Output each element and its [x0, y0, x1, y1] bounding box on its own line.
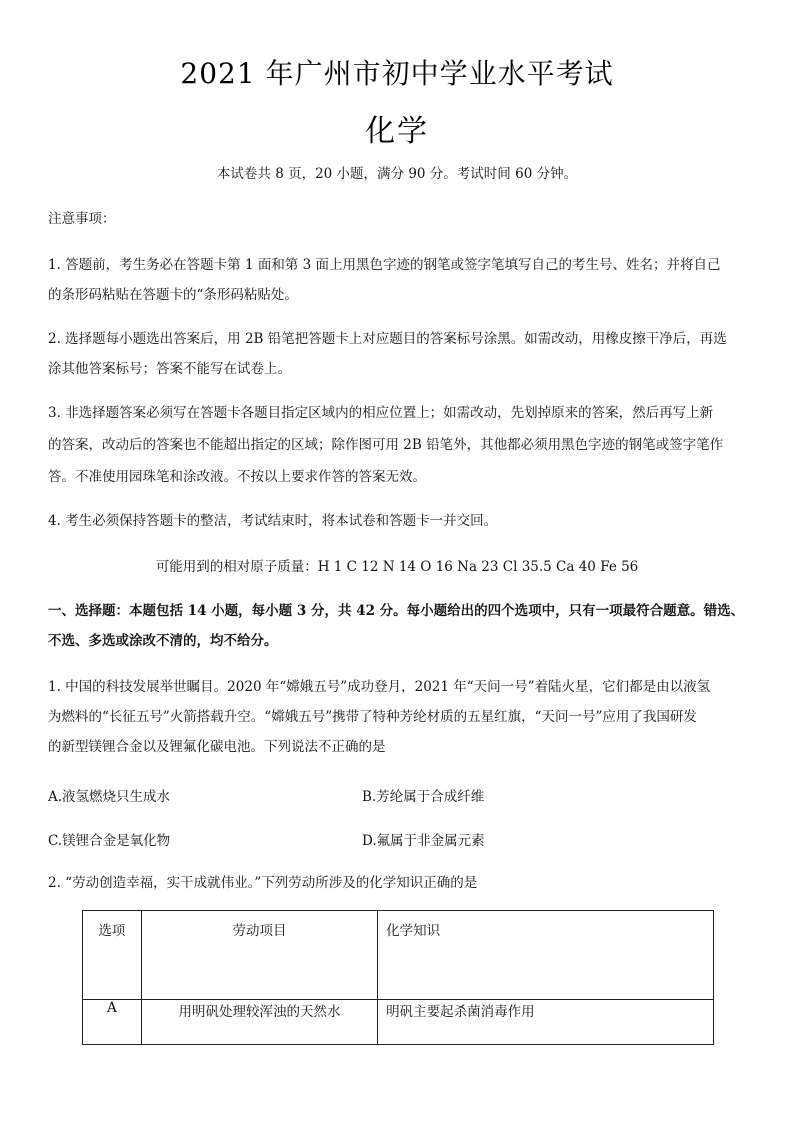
- q2-row-a-option: [83, 1000, 142, 1045]
- q2-header-option-label: 选项: [98, 923, 126, 939]
- notes-heading: 注意事项：: [48, 211, 116, 227]
- q2-header-option: [83, 911, 142, 1000]
- q1-option-d: D.氟属于非金属元素: [362, 833, 485, 849]
- note-3-line-3: 答。不准使用园珠笔和涂改液。不按以上要求作答的答案无效。: [48, 469, 426, 485]
- q1-line-2: 为燃料的“长征五号”火箭搭载升空。“嫦娥五号”携带了特种芳纶材质的五星红旗，“天问一号”应用了我国研发: [48, 709, 697, 725]
- q2-header-labor-label: 劳动项目: [232, 923, 287, 939]
- note-4-line-1: 4. 考生必须保持答题卡的整洁，考试结束时，将本试卷和答题卡一并交回。: [48, 513, 498, 529]
- q2-table: [82, 910, 714, 1045]
- note-1-line-1: 1. 答题前，考生务必在答题卡第 1 面和第 3 面上用黑色字迹的钢笔或签字笔填写自己的考生号、姓名；并将自己: [48, 257, 721, 273]
- subject-title: 化学: [365, 114, 429, 149]
- q2-row-a-labor: [141, 1000, 377, 1045]
- exam-title: 2021 年广州市初中学业水平考试: [180, 57, 614, 90]
- exam-intro: 本试卷共 8 页，20 小题，满分 90 分。考试时间 60 分钟。: [216, 166, 578, 182]
- atomic-masses: 可能用到的相对原子质量：H 1 C 12 N 14 O 16 Na 23 Cl 35.5 Ca 40 Fe 56: [155, 559, 639, 575]
- q2-row-a-labor-text: 用明矾处理较浑浊的天然水: [178, 1004, 341, 1020]
- note-2-line-2: 涂其他答案标号；答案不能写在试卷上。: [48, 361, 291, 377]
- q1-line-3: 的新型镁锂合金以及锂氟化碳电池。下列说法不正确的是: [48, 739, 386, 755]
- q2-header-labor: [141, 911, 377, 1000]
- note-1-line-2: 的条形码粘贴在答题卡的“条形码粘贴处。: [48, 287, 298, 303]
- q2-table-header-row: [83, 911, 714, 1000]
- table-row: [83, 1000, 714, 1045]
- section-1-line-2: 不选、多选或涂改不清的，均不给分。: [48, 633, 278, 649]
- q2-header-knowledge: [378, 911, 714, 1000]
- q2-row-a-option-text: A: [107, 1000, 117, 1016]
- note-3-line-1: 3. 非选择题答案必须写在答题卡各题目指定区域内的相应位置上；如需改动，先划掉原来的答案，然后再写上新: [48, 405, 714, 421]
- q2-row-a-knowledge: [378, 1000, 714, 1045]
- section-1-line-1: 一、选择题：本题包括 14 小题，每小题 3 分，共 42 分。每小题给出的四个选项中，只有一项最符合题意。错选、: [48, 603, 745, 619]
- q2-row-a-knowledge-text: 明矾主要起杀菌消毒作用: [386, 1004, 535, 1020]
- q1-line-1: 1. 中国的科技发展举世瞩目。2020 年“嫦娥五号”成功登月，2021 年“天问一号”着陆火星，它们都是由以液氢: [48, 679, 711, 695]
- q1-option-c: C.镁锂合金是氧化物: [48, 833, 171, 849]
- note-3-line-2: 的答案，改动后的答案也不能超出指定的区域；除作图可用 2B 铅笔外，其他都必须用黑色字迹的钢笔或签字笔作: [48, 437, 724, 453]
- q1-option-a: A.液氢燃烧只生成水: [48, 789, 171, 805]
- q2-header-knowledge-label: 化学知识: [386, 923, 441, 939]
- q1-option-b: B.芳纶属于合成纤维: [362, 789, 485, 805]
- q2-stem: 2. “劳动创造幸福，实干成就伟业。”下列劳动所涉及的化学知识正确的是: [48, 875, 478, 891]
- note-2-line-1: 2. 选择题每小题选出答案后，用 2B 铅笔把答题卡上对应题目的答案标号涂黑。如需改动，用橡皮擦干净后，再选: [48, 331, 727, 347]
